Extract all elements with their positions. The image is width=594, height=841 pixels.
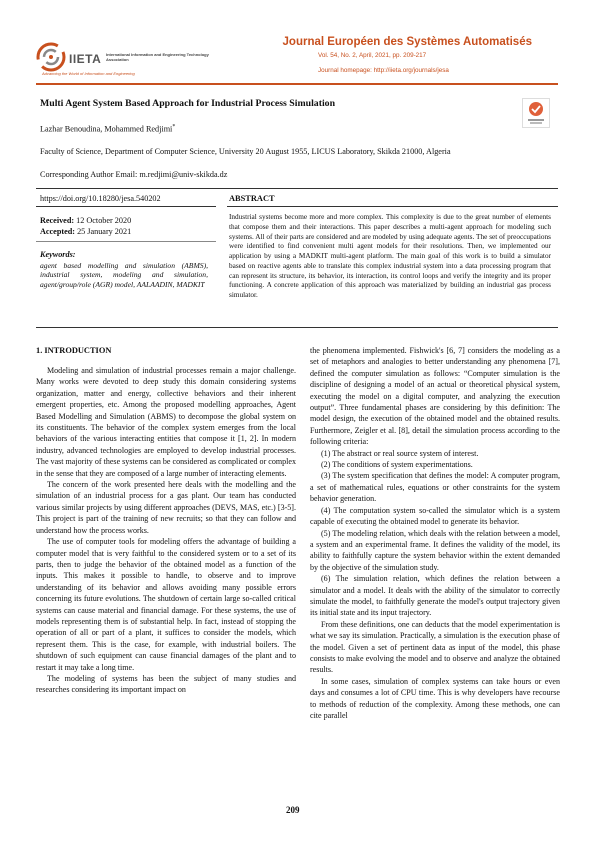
left-column (36, 365, 296, 696)
received-label: Received: (40, 216, 75, 225)
right-column (310, 345, 560, 721)
list-item: (2) The conditions of system experimentations. (321, 460, 473, 470)
received-date: 12 October 2020 (76, 216, 132, 225)
journal-volume: Vol. 54, No. 2, April, 2021, pp. 209-217 (318, 52, 427, 59)
article-dates (40, 215, 131, 237)
dates-rule (36, 241, 216, 242)
affiliation: Faculty of Science, Department of Computer Science, University 20 August 1955, LICUS Laboratory, Skikda 21000, Algeria (40, 147, 451, 156)
corresponding-marker: * (172, 124, 176, 130)
page-number: 209 (286, 805, 300, 815)
front-matter-rule (36, 188, 558, 189)
logo-tagline: Advancing the World of Information and Engineering (42, 71, 135, 76)
paragraph: Modeling and simulation of industrial processes remain a major challenge. Many works were devoted to deep study this domain considering systems organization, matter and energy, collective behaviors and their inherent emergent properties, etc. Among the proposed modelling approaches, Agent Based Modelling and Simulation (ABMS) to decompose the global system on its constituents. The behavior of the complex system emerges from the local behaviors of the various interacting entities that compose it [1, 2]. In modern industry, advanced technologies are employed to develop industrial processes. The vast majority of these systems can be considered as complicated or complex in the sense that they are composed of a large number of interacting elements. (36, 366, 296, 478)
authors-names: Lazhar Benoudina, Mohammed Redjimi (40, 124, 173, 134)
paragraph: In some cases, simulation of complex systems can take hours or even days and consumes a lot of CPU time. This is why developers have recourse to methods of reduction of the complexity. Among these methods, one can cite parallel (310, 676, 560, 720)
logo-name: IIETA (69, 52, 102, 66)
journal-homepage-link[interactable]: Journal homepage: http://iieta.org/journals/jesa (318, 67, 449, 74)
logo-organization: International Information and Engineering Technology Association (106, 52, 209, 62)
abstract-heading: ABSTRACT (229, 194, 275, 203)
paragraph: From these definitions, one can deducts that the model experimentation is what we say its simulation. Practically, a simulation is the execution phase of the model. Given a set of pertinent data as input of the model, this phase consists to make evolving the model and to observe and analyze the obtained results. (310, 619, 560, 675)
abstract-bottom-rule (36, 327, 558, 328)
accepted-label: Accepted: (40, 227, 76, 236)
paragraph: The use of computer tools for modeling offers the advantage of building a computer model that is very faithful to the considered system or to a set of its parts, then to judge the behavior of the obtained model as a function of the inputs. This makes it possible to handle, to observe and to improve understanding of its behavior and allows avoiding many possible errors concerning its future evolutions. The shutdown of certain large so-called critical systems can cause material and financial damage. For these systems, the use of models representing them is of substantial help. In fact, instead of stopping the operation of all or part of a plant, it suffices to consider the models, which represent them. This is the case, for example, with industrial boilers. The shutdown of such equipment can cause financial damages of the plant and to restart it may take a long time. (36, 537, 296, 672)
list-item: (1) The abstract or real source system of interest. (321, 448, 479, 458)
paragraph: The concern of the work presented here deals with the modelling and the simulation of an industrial process for a gas plant. Our team has conducted various similar projects by using different approaches (DEVS, MAS, etc.) [3-5]. This project is part of the training of new recruits; so that they can follow and understand how the process works. (36, 480, 296, 535)
iieta-logo-icon (36, 42, 66, 72)
accepted-date: 25 January 2021 (77, 227, 132, 236)
corresponding-email: Corresponding Author Email: m.redjimi@univ-skikda.dz (40, 170, 228, 179)
section-heading-introduction: 1. INTRODUCTION (36, 346, 112, 355)
doi-rule (36, 206, 216, 207)
check-for-updates-icon[interactable] (522, 98, 550, 128)
list-item: (4) The computation system so-called the simulator which is a system capable of executing the obtained model to generate its behavior. (310, 505, 560, 527)
keywords-heading: Keywords: (40, 250, 76, 259)
abstract-rule (227, 206, 558, 207)
list-item: (6) The simulation relation, which defines the relation between a simulator and a model. It deals with the ability of the simulator to correctly simulate the model, to faithfully generate the model's output trajectory given its initial state and its input trajectory. (310, 574, 560, 618)
journal-title: Journal Européen des Systèmes Automatisés (282, 36, 532, 48)
list-item: (3) The system specification that defines the model: A computer program, a set of mathematical rules, equations or other constraints for the system behavior generation. (310, 471, 560, 504)
paragraph: the phenomena implemented. Fishwick's [6, 7] considers the modeling as a set of metaphors and analogies to better understanding any phenomena [7], defined the computer simulation as follows: “Computer simulation is the discipline of designing a model of an actual or theoretical physical system, executing the model on a digital computer, and analyzing the execution output”. Three fundamental phases are considering by this definition: The model design, the execution of the obtained model and the obtained results. Furthermore, Zeigler et al. [8], detail the simulation process according to the following criteria: (310, 346, 560, 447)
header-rule (36, 83, 558, 85)
received-line (40, 215, 131, 226)
list-item: (5) The modeling relation, which deals with the relation between a model, a system and an experimental frame. It defines the validity of the model, its ability to faithfully capture the system behavior within the extent demanded by the objective of the simulation study. (310, 528, 560, 572)
abstract-text: Industrial systems become more and more complex. This complexity is due to the great number of elements that compose them and their interactions. This paper describes a multi-agent approach for modeling such systems. All of their parts are considered and are modeled by using adequate agents. The set of preoccupations were identified to find convenient multi agent models for their resolutions. Then, we implemented our application by using a MADKIT multi-agent platform. The main goal of this work is to build a simulator based on reactive agents able to translate this complex industrial system into a data processing program that can represent its structure, its behavior, its interaction, its control loops and verify the integrity and its proper functioning. A concrete application of this approach was materialized by building an industrial gas process simulator. (229, 213, 551, 299)
accepted-line (40, 226, 131, 237)
journal-logo (36, 40, 209, 80)
keywords-text: agent based modelling and simulation (ABMS), industrial system, modeling and simulation, agent/group/role (AGR) model, AALAADIN, MADKIT (40, 261, 208, 289)
paragraph: The modeling of systems has been the subject of many studies and researches considering its important impact on (36, 673, 296, 695)
paper-title: Multi Agent System Based Approach for Industrial Process Simulation (40, 98, 336, 109)
authors (40, 124, 175, 134)
doi-link[interactable]: https://doi.org/10.18280/jesa.540202 (40, 194, 161, 203)
